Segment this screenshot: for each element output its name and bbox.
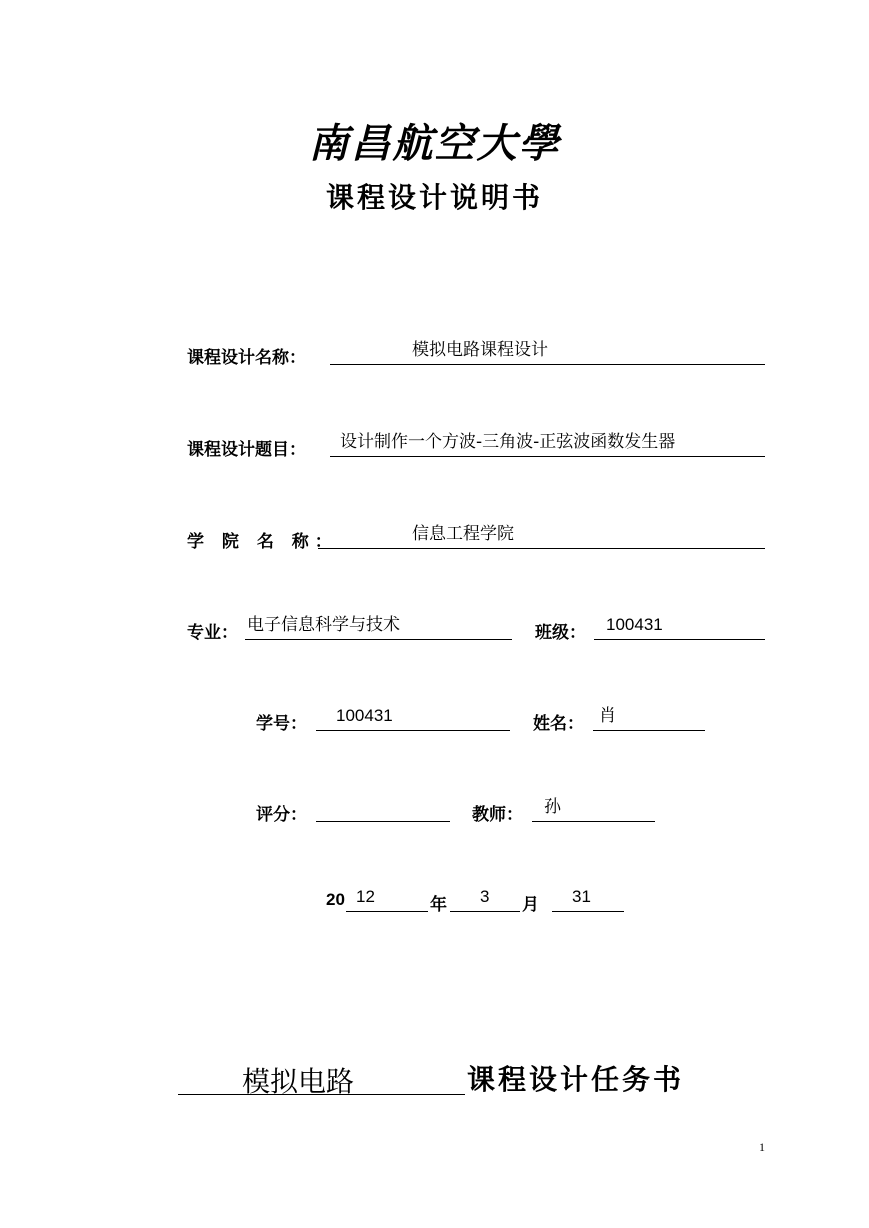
name-value: 肖 <box>599 706 616 726</box>
date-year-field <box>346 887 428 912</box>
student-id-label: 学号： <box>256 714 307 734</box>
course-topic-field <box>330 432 765 457</box>
teacher-field <box>532 797 655 822</box>
course-name-label: 课程设计名称： <box>187 348 306 368</box>
course-name-value: 模拟电路课程设计 <box>412 340 548 360</box>
score-label: 评分： <box>256 805 307 825</box>
university-logo-text: 南昌航空大學 <box>308 120 561 167</box>
page-number: 1 <box>759 1140 765 1154</box>
course-topic-value: 设计制作一个方波-三角波-正弦波函数发生器 <box>340 432 676 452</box>
school-value: 信息工程学院 <box>412 524 514 544</box>
course-name-field <box>330 340 765 365</box>
major-label: 专业： <box>187 623 238 643</box>
bottom-subject-field <box>178 1058 465 1098</box>
class-field <box>594 615 765 640</box>
school-field <box>318 524 765 549</box>
major-field <box>245 615 512 640</box>
teacher-label: 教师： <box>472 805 523 825</box>
name-label: 姓名： <box>533 714 584 734</box>
date-year-value: 12 <box>356 887 375 906</box>
score-field <box>316 797 450 822</box>
class-value: 100431 <box>606 615 663 634</box>
date-month-value: 3 <box>480 887 490 906</box>
major-value: 电子信息科学与技术 <box>247 615 400 635</box>
date-month-field <box>450 887 520 912</box>
name-field <box>593 706 705 731</box>
date-day-field <box>552 887 624 912</box>
student-id-value: 100431 <box>336 706 393 725</box>
year-label: 年 <box>430 895 447 915</box>
task-title: 课程设计任务书 <box>467 1063 685 1096</box>
date-prefix: 20 <box>326 890 345 909</box>
document-title: 课程设计说明书 <box>325 181 543 214</box>
month-label: 月 <box>522 895 539 915</box>
class-label: 班级： <box>535 623 586 643</box>
school-label: 学 院 名 称： <box>187 532 338 552</box>
teacher-value: 孙 <box>544 797 561 817</box>
course-topic-label: 课程设计题目： <box>187 440 306 460</box>
bottom-subject: 模拟电路 <box>242 1065 355 1098</box>
date-day-value: 31 <box>572 887 591 906</box>
student-id-field <box>316 706 510 731</box>
